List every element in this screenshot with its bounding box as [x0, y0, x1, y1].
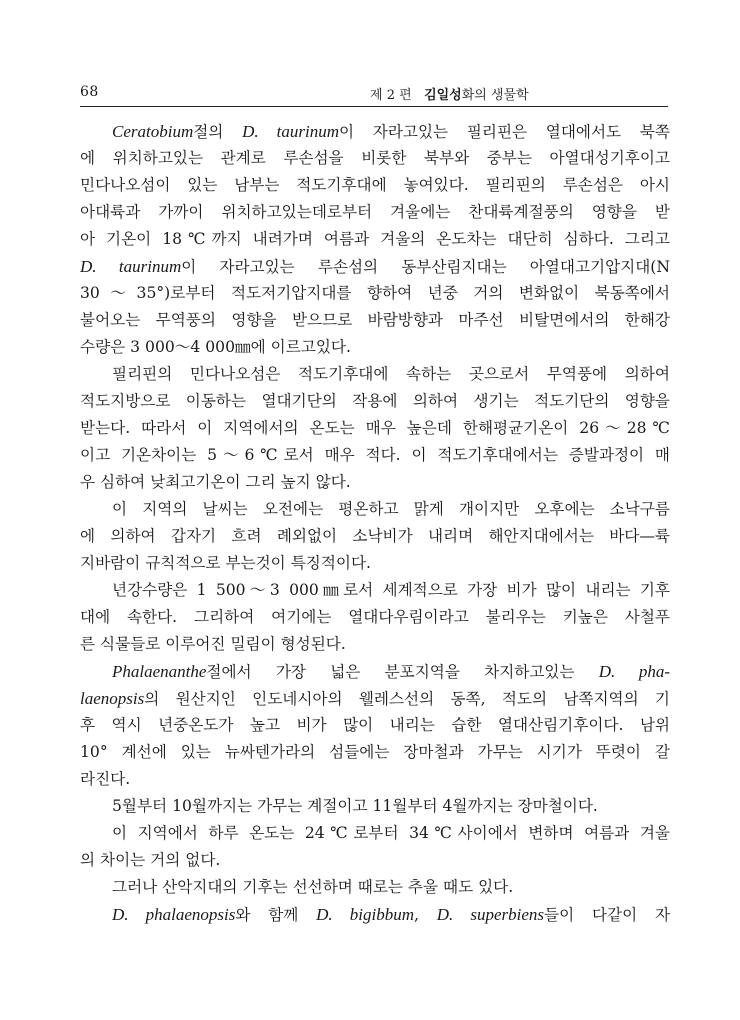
- scientific-name: D. taurinum: [242, 122, 339, 141]
- text-line: [80, 523, 670, 550]
- scientific-name: D. pha-: [598, 662, 670, 681]
- text-run: 민다나오섬이 있는 남부는 적도기후대에 놓여있다. 필리핀의 루손섬은 아시: [80, 176, 670, 194]
- text-line: [80, 739, 670, 766]
- text-run: 받는다. 따라서 이 지역에서의 온도는 매우 높은데 한해평균기온이 26～28℃: [80, 419, 670, 437]
- scientific-name: D. bigibbum: [316, 905, 414, 924]
- scientific-name: laenopsis: [80, 689, 145, 708]
- text-run: 필리핀의 민다나오섬은 적도기후대에 속하는 곳으로서 무역풍에 의하여: [112, 365, 670, 383]
- text-run: 불어오는 무역풍의 영향을 받으므로 바람방향과 마주선 비탈면에서의 한해강: [80, 311, 670, 329]
- text-run: 에 위치하고있는 관계로 루손섬을 비롯한 북부와 중부는 아열대성기후이고: [80, 149, 670, 167]
- text-run: 적도지방으로 이동하는 열대기단의 작용에 의하여 생기는 적도기단의 영향을: [80, 392, 670, 410]
- text-line: [80, 496, 670, 523]
- text-line: [80, 334, 670, 361]
- text-line: [80, 280, 670, 307]
- text-run: 절의: [193, 123, 243, 141]
- text-line: [80, 874, 670, 901]
- text-line: [80, 793, 670, 820]
- text-line: [80, 550, 670, 577]
- text-line: [80, 172, 670, 199]
- scientific-name: D. phalaenopsis: [112, 905, 236, 924]
- text-run: 의 원산지인 인도네시아의 웰레스선의 동쪽, 적도의 남쪽지역의 기: [144, 690, 670, 708]
- text-run: 지바람이 규칙적으로 부는것이 특징적이다.: [80, 554, 371, 572]
- book-title: 화의 생물학: [461, 88, 529, 103]
- text-run: 이 자라고있는 필리핀은 열대에서도 북쪽: [338, 123, 670, 141]
- text-run: ,: [413, 906, 437, 924]
- text-run: 와 함께: [235, 906, 317, 924]
- scientific-name: D. superbiens: [436, 905, 545, 924]
- text-line: [80, 361, 670, 388]
- text-line: [80, 631, 670, 658]
- text-run: 우 심하여 낮최고기온이 그리 높지 않다.: [80, 473, 351, 491]
- text-line: [80, 388, 670, 415]
- scientific-name: Phalaenanthe: [112, 662, 207, 681]
- page-header: [80, 84, 668, 106]
- text-line: [80, 469, 670, 496]
- text-line: [80, 685, 670, 712]
- text-run: 의 차이는 거의 없다.: [80, 851, 221, 869]
- chapter-label: 제 2 편: [370, 88, 412, 103]
- text-run: 른 식물들로 이루어진 밀림이 형성된다.: [80, 635, 346, 653]
- text-run: 이고 기온차이는 5～6℃로서 매우 적다. 이 적도기후대에서는 증발과정이 매: [80, 446, 670, 464]
- text-run: 라진다.: [80, 770, 131, 788]
- text-run: 10° 계선에 있는 뉴싸텐가라의 섬들에는 장마철과 가무는 시기가 뚜렷이 갈: [80, 743, 670, 761]
- text-run: 들이 다같이 자: [544, 906, 670, 924]
- text-line: [80, 820, 670, 847]
- text-run: 에 의하여 갑자기 흐려 례외없이 소낙비가 내리며 해안지대에서는 바다—륙: [80, 527, 670, 545]
- text-line: [80, 577, 670, 604]
- text-run: 절에서 가장 넓은 분포지역을 차지하고있는: [206, 663, 599, 681]
- running-title: [370, 84, 529, 103]
- text-line: [80, 415, 670, 442]
- scientific-name: D. taurinum: [80, 257, 182, 276]
- text-line: [80, 253, 670, 280]
- text-line: [80, 901, 670, 928]
- text-line: [80, 118, 670, 145]
- text-line: [80, 847, 670, 874]
- text-run: 아대륙과 가까이 위치하고있는데로부터 겨울에는 찬대륙계절풍의 영향을 받: [80, 203, 670, 221]
- text-line: [80, 604, 670, 631]
- header-rule: [80, 106, 668, 107]
- text-line: [80, 145, 670, 172]
- text-run: 이 자라고있는 루손섬의 동부산림지대는 아열대고기압지대(N: [181, 258, 670, 276]
- text-run: 아 기온이 18℃까지 내려가며 여름과 겨울의 온도차는 대단히 심하다. 그리고: [80, 230, 670, 248]
- page-number: 68: [80, 84, 99, 100]
- text-line: [80, 766, 670, 793]
- text-run: 이 지역에서 하루 온도는 24℃로부터 34℃사이에서 변하며 여름과 겨울: [112, 824, 670, 842]
- text-line: [80, 442, 670, 469]
- text-run: 수량은 3 000～4 000㎜에 이르고있다.: [80, 338, 351, 356]
- author-name: 김일성: [424, 88, 462, 103]
- text-run: 대에 속한다. 그리하여 여기에는 열대다우림이라고 불리우는 키높은 사철푸: [80, 608, 670, 626]
- text-line: [80, 712, 670, 739]
- text-line: [80, 199, 670, 226]
- text-line: [80, 658, 670, 685]
- text-run: 30～35°)로부터 적도저기압지대를 향하여 년중 거의 변화없이 북동쪽에서: [80, 284, 670, 302]
- scientific-name: Ceratobium: [112, 122, 194, 141]
- body-text: [80, 118, 670, 928]
- text-line: [80, 307, 670, 334]
- text-run: 년강수량은 1 500～3 000㎜로서 세계적으로 가장 비가 많이 내리는 기후: [112, 581, 670, 599]
- text-run: 이 지역의 날씨는 오전에는 평온하고 맑게 개이지만 오후에는 소낙구름: [112, 500, 670, 518]
- text-run: 후 역시 년중온도가 높고 비가 많이 내리는 습한 열대산림기후이다. 남위: [80, 716, 670, 734]
- text-run: 5월부터 10월까지는 가무는 계절이고 11월부터 4월까지는 장마철이다.: [112, 797, 598, 815]
- text-run: 그러나 산악지대의 기후는 선선하며 때로는 추울 때도 있다.: [112, 878, 514, 896]
- text-line: [80, 226, 670, 253]
